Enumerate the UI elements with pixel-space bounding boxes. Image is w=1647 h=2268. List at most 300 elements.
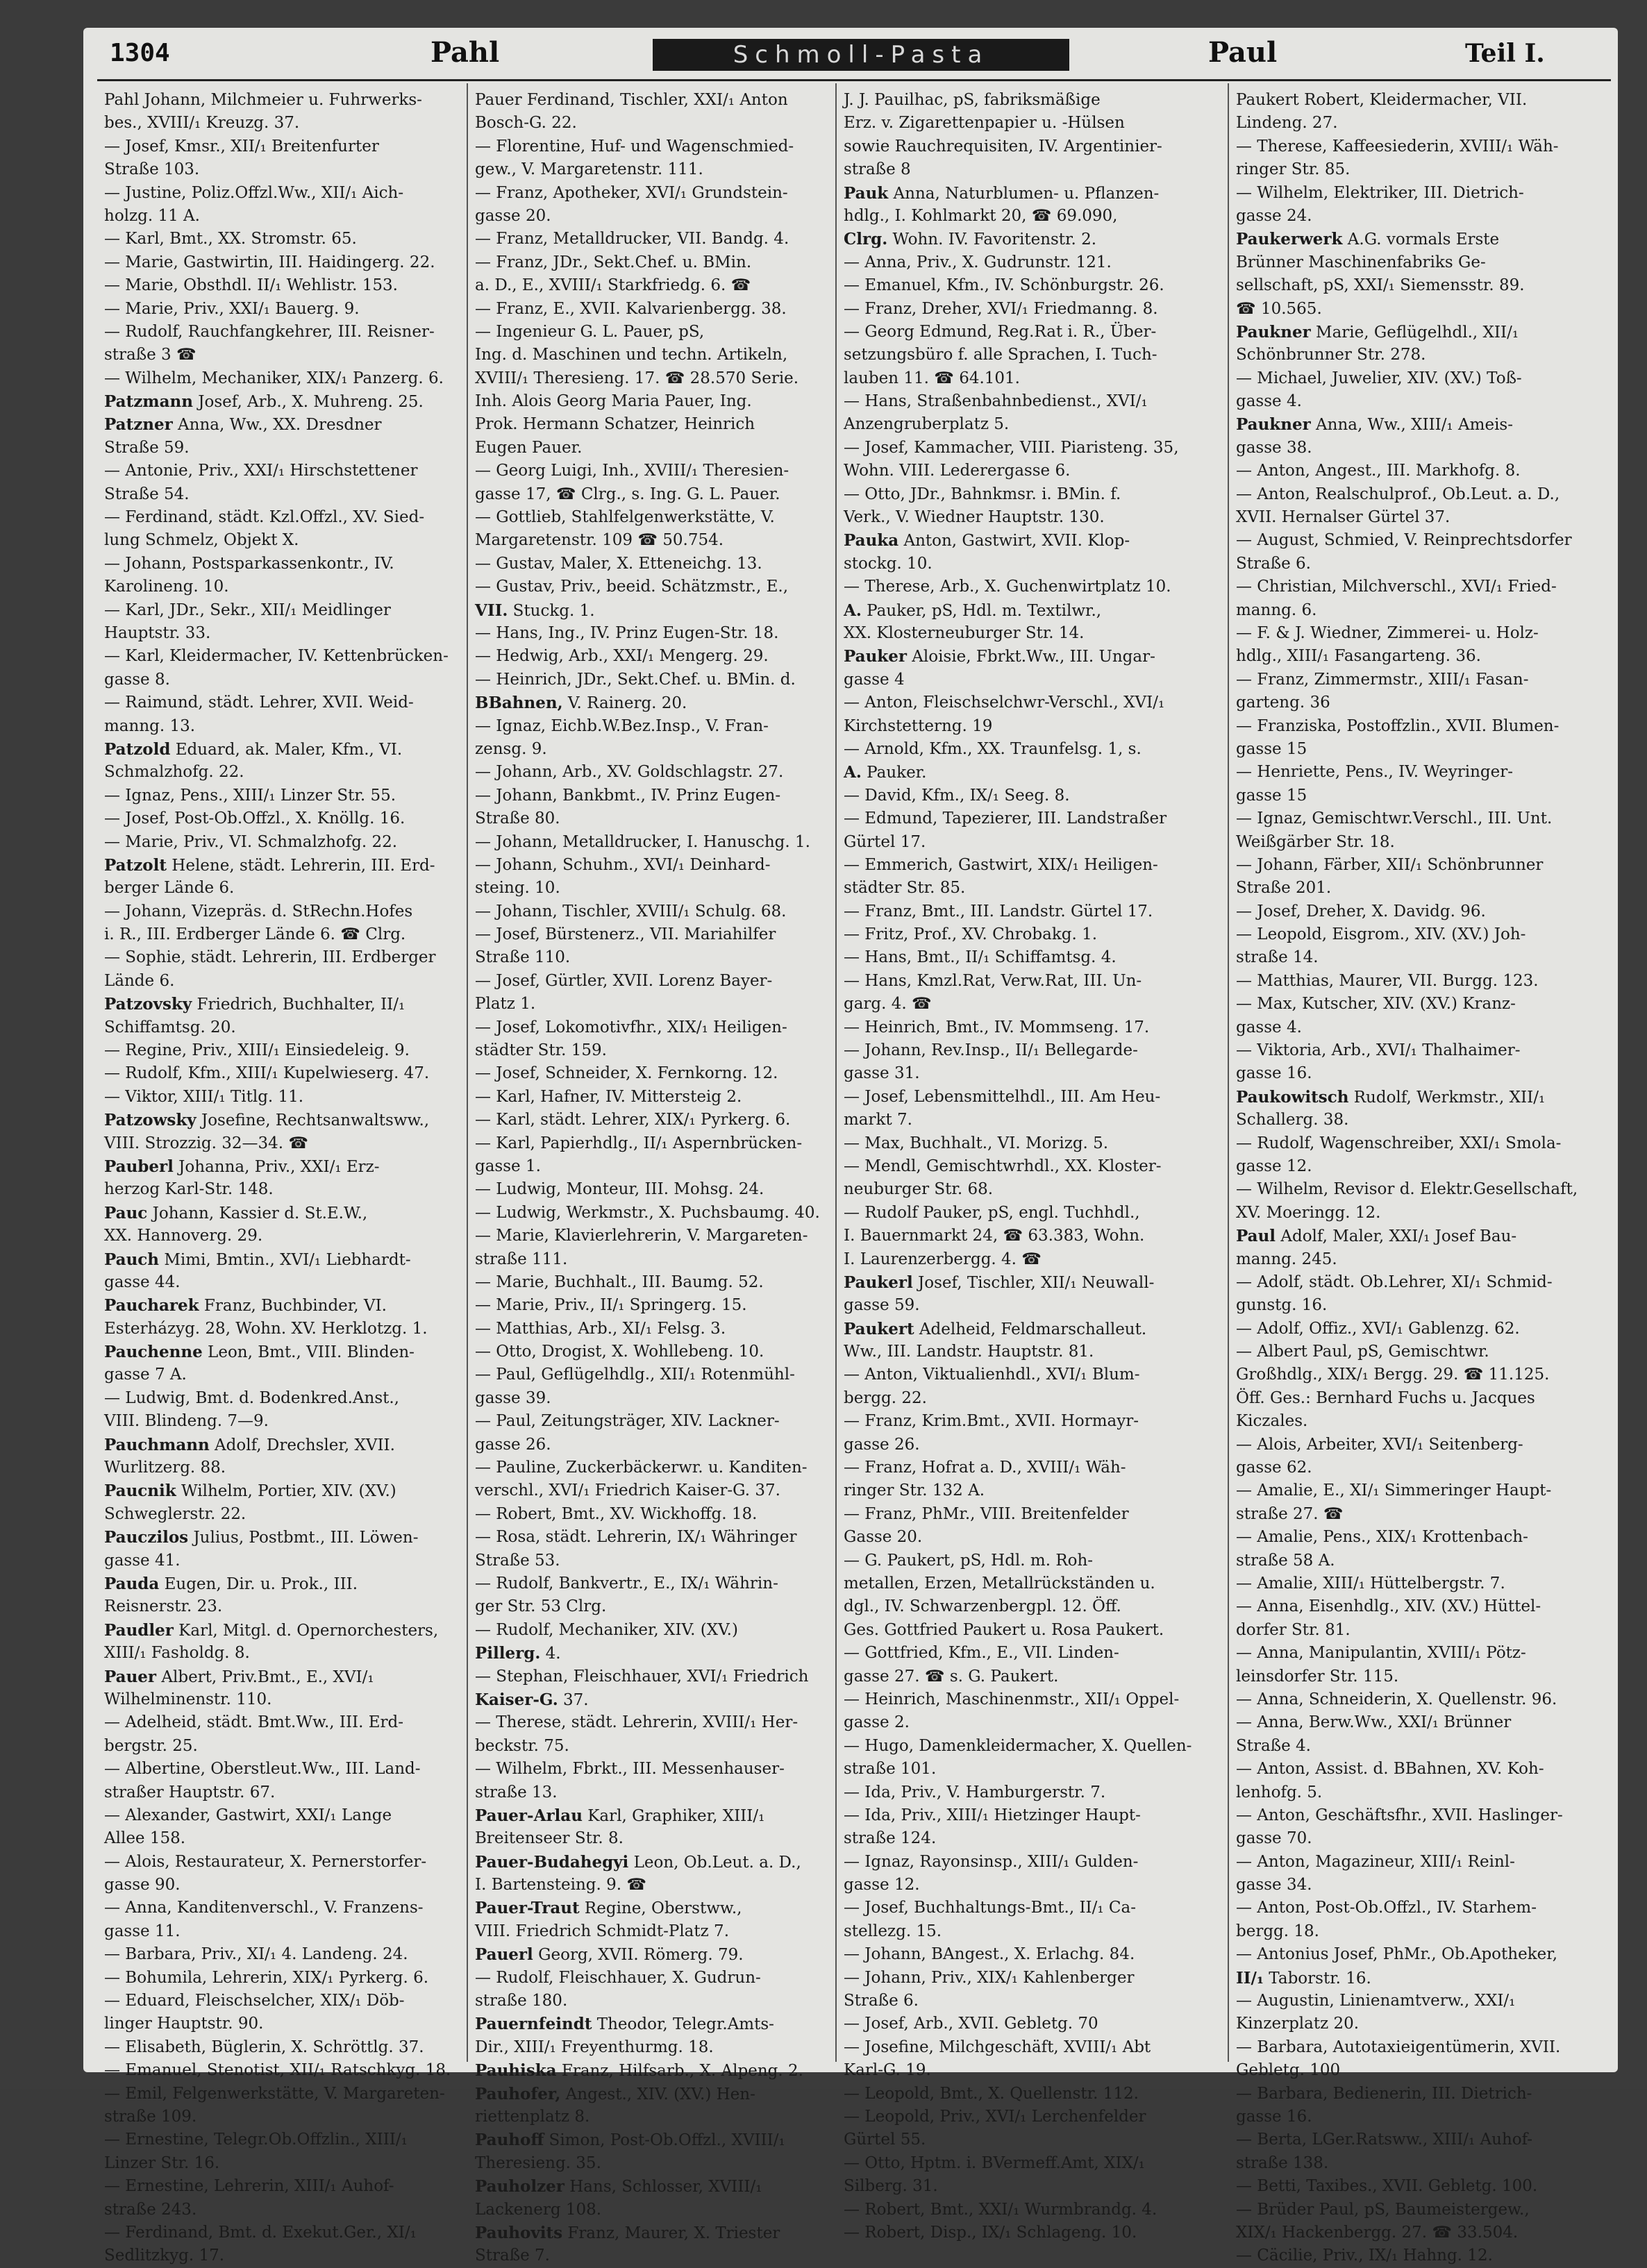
- directory-entry-line: Lackenerg 108.: [475, 2200, 602, 2219]
- directory-entry-line: Straße 110.: [475, 948, 571, 967]
- directory-entry-line: gasse 16.: [1236, 2107, 1312, 2126]
- directory-entry-line: gasse 41.: [104, 1551, 181, 1570]
- directory-entry-line: — Adolf, Offiz., XVI/₁ Gablenzg. 62.: [1236, 1319, 1520, 1338]
- directory-entry-line: — Alois, Restaurateur, X. Pernerstorfer-: [104, 1852, 427, 1871]
- directory-entry-line: lenhofg. 5.: [1236, 1783, 1323, 1801]
- directory-entry-line: garteng. 36: [1236, 694, 1330, 712]
- directory-entry-line: — Stephan, Fleischhauer, XVI/₁ Friedrich: [475, 1667, 809, 1686]
- directory-entry-line: — Rudolf, Rauchfangkehrer, III. Reisner-: [104, 322, 435, 341]
- directory-entry-line: I. Bartensteing. 9. ☎: [475, 1876, 647, 1895]
- directory-entry-line: manng. 245.: [1236, 1250, 1337, 1268]
- directory-entry-line: — Franz, Dreher, XVI/₁ Friedmanng. 8.: [844, 299, 1158, 318]
- directory-entry-line: dgl., IV. Schwarzenbergpl. 12. Öff.: [844, 1597, 1121, 1616]
- directory-entry-line: — Rudolf Pauker, pS, engl. Tuchhdl.,: [844, 1203, 1140, 1222]
- directory-entry-line: gasse 11.: [104, 1922, 181, 1940]
- directory-entry-line: Straße 7.: [475, 2246, 550, 2265]
- directory-entry-line: straße 243.: [104, 2200, 197, 2219]
- directory-entry-line: — Matthias, Maurer, VII. Burgg. 123.: [1236, 971, 1539, 990]
- directory-entry-line: Ww., III. Landstr. Hauptstr. 81.: [844, 1343, 1094, 1361]
- directory-entry-line: — Raimund, städt. Lehrer, XVII. Weid-: [104, 694, 414, 712]
- directory-entry-line: — Hans, Bmt., II/₁ Schiffamtsg. 4.: [844, 948, 1117, 967]
- directory-entry-line: Dir., XIII/₁ Freyenthurmg. 18.: [475, 2038, 714, 2056]
- directory-entry-line: straße 138.: [1236, 2153, 1329, 2172]
- directory-entry-line: manng. 13.: [104, 716, 196, 735]
- directory-column-4: [1236, 89, 1591, 2265]
- directory-entry-line: — Elisabeth, Büglerin, X. Schröttlg. 37.: [104, 2038, 424, 2056]
- directory-entry-line: — Arnold, Kfm., XX. Traunfelsg. 1, s.: [844, 739, 1142, 758]
- directory-entry-line: — Karl, Kleidermacher, IV. Kettenbrücken-: [104, 647, 449, 666]
- directory-entry-line: Pauk Anna, Naturblumen- u. Pflanzen-: [844, 183, 1160, 203]
- directory-entry-line: Inh. Alois Georg Maria Pauer, Ing.: [475, 392, 752, 411]
- directory-entry-line: ringer Str. 85.: [1236, 160, 1351, 179]
- directory-entry-line: — Max, Kutscher, XIV. (XV.) Kranz-: [1236, 995, 1516, 1014]
- directory-entry-line: — Anton, Magazineur, XIII/₁ Reinl-: [1236, 1852, 1515, 1871]
- directory-entry-line: Patzner Anna, Ww., XX. Dresdner: [104, 415, 382, 435]
- directory-entry-line: gew., V. Margaretenstr. 111.: [475, 160, 703, 179]
- directory-entry-line: a. D., E., XVIII/₁ Starkfriedg. 6. ☎: [475, 276, 751, 295]
- directory-entry-line: straße 180.: [475, 1992, 568, 2010]
- directory-entry-line: VII. Stuckg. 1.: [475, 600, 595, 620]
- directory-entry-line: Gürtel 17.: [844, 832, 926, 851]
- directory-entry-line: Linzer Str. 16.: [104, 2153, 220, 2172]
- directory-entry-line: Pahl Johann, Milchmeier u. Fuhrwerks-: [104, 91, 422, 109]
- directory-entry-line: — Bohumila, Lehrerin, XIX/₁ Pyrkerg. 6.: [104, 1968, 429, 1987]
- directory-entry-line: Öff. Ges.: Bernhard Fuchs u. Jacques: [1236, 1388, 1535, 1407]
- directory-entry-line: — Ernestine, Telegr.Ob.Offzlin., XIII/₁: [104, 2131, 408, 2149]
- directory-entry-line: gasse 2.: [844, 1713, 910, 1732]
- directory-entry-line: lauben 11. ☎ 64.101.: [844, 369, 1020, 387]
- directory-entry-line: — Karl, Papierhdlg., II/₁ Aspernbrücken-: [475, 1134, 803, 1152]
- directory-entry-line: Reisnerstr. 23.: [104, 1597, 223, 1616]
- directory-entry-line: Ing. d. Maschinen und techn. Artikeln,: [475, 346, 788, 364]
- directory-entry-line: straße 27. ☎: [1236, 1504, 1344, 1523]
- directory-entry-line: — Amalie, Pens., XIX/₁ Krottenbach-: [1236, 1528, 1528, 1547]
- directory-entry-line: dorfer Str. 81.: [1236, 1620, 1351, 1639]
- directory-entry-line: — Ludwig, Bmt. d. Bodenkred.Anst.,: [104, 1388, 399, 1407]
- column-divider: [1228, 83, 1229, 2062]
- directory-entry-line: — Ignaz, Gemischtwr.Verschl., III. Unt.: [1236, 809, 1553, 828]
- directory-entry-line: Patzowsky Josefine, Rechtsanwaltsww.,: [104, 1111, 430, 1130]
- directory-entry-line: Wurlitzerg. 88.: [104, 1459, 226, 1477]
- directory-entry-line: Paucnik Wilhelm, Portier, XIV. (XV.): [104, 1481, 396, 1501]
- directory-entry-line: bergg. 18.: [1236, 1922, 1319, 1940]
- directory-entry-line: — Franziska, Postoffzlin., XVII. Blumen-: [1236, 716, 1560, 735]
- directory-entry-line: Sedlitzkyg. 17.: [104, 2246, 225, 2265]
- directory-entry-line: verschl., XVI/₁ Friedrich Kaiser-G. 37.: [475, 1481, 780, 1500]
- directory-entry-line: riettenplatz 8.: [475, 2107, 590, 2126]
- directory-entry-line: — Emanuel, Stenotist, XII/₁ Ratschkyg. 18.: [104, 2061, 451, 2080]
- directory-entry-line: Breitenseer Str. 8.: [475, 1829, 624, 1848]
- directory-entry-line: — Edmund, Tapezierer, III. Landstraßer: [844, 809, 1167, 828]
- directory-entry-line: — Rudolf, Mechaniker, XIV. (XV.): [475, 1620, 738, 1639]
- directory-entry-line: Straße 53.: [475, 1551, 560, 1570]
- directory-entry-line: — Franz, Bmt., III. Landstr. Gürtel 17.: [844, 902, 1153, 921]
- section-label: Teil I.: [1465, 39, 1545, 68]
- directory-entry-line: gasse 34.: [1236, 1876, 1312, 1895]
- directory-entry-line: steing. 10.: [475, 879, 560, 898]
- directory-entry-line: — Hans, Straßenbahnbedienst., XVI/₁: [844, 392, 1148, 411]
- directory-entry-line: Pauer-Traut Regine, Oberstww.,: [475, 1899, 742, 1918]
- directory-entry-line: — Therese, Kaffeesiederin, XVIII/₁ Wäh-: [1236, 137, 1559, 156]
- directory-entry-line: Pauernfeindt Theodor, Telegr.Amts-: [475, 2015, 774, 2034]
- directory-entry-line: Verk., V. Wiedner Hauptstr. 130.: [844, 508, 1105, 527]
- directory-entry-line: Gasse 20.: [844, 1528, 923, 1547]
- directory-entry-line: — Otto, Hptm. i. BVermeff.Amt, XIX/₁: [844, 2153, 1145, 2172]
- directory-entry-line: — Franz, Hofrat a. D., XVIII/₁ Wäh-: [844, 1459, 1126, 1477]
- directory-entry-line: — Gustav, Priv., beeid. Schätzmstr., E.,: [475, 578, 789, 596]
- directory-entry-line: — Josef, Bürstenerz., VII. Mariahilfer: [475, 925, 776, 944]
- directory-entry-line: — Ignaz, Pens., XIII/₁ Linzer Str. 55.: [104, 786, 396, 805]
- directory-entry-line: — Viktor, XIII/₁ Titlg. 11.: [104, 1087, 304, 1106]
- directory-entry-line: Paukner Anna, Ww., XIII/₁ Ameis-: [1236, 415, 1514, 435]
- directory-entry-line: — Leopold, Priv., XVI/₁ Lerchenfelder: [844, 2107, 1146, 2126]
- directory-entry-line: — Albert Paul, pS, Gemischtwr.: [1236, 1343, 1489, 1361]
- directory-entry-line: — Josef, Dreher, X. Davidg. 96.: [1236, 902, 1486, 921]
- directory-entry-line: II/₁ Taborstr. 16.: [1236, 1968, 1371, 1988]
- directory-entry-line: — Josef, Buchhaltungs-Bmt., II/₁ Ca-: [844, 1899, 1136, 1917]
- directory-entry-line: — Robert, Bmt., XXI/₁ Wurmbrandg. 4.: [844, 2200, 1157, 2219]
- directory-entry-line: — Johann, Vizepräs. d. StRechn.Hofes: [104, 902, 413, 921]
- directory-entry-line: Karl-G. 19.: [844, 2061, 931, 2080]
- directory-entry-line: — Ferdinand, Bmt. d. Exekut.Ger., XI/₁: [104, 2223, 417, 2242]
- directory-entry-line: gasse 4.: [1236, 1018, 1302, 1036]
- directory-entry-line: XIII/₁ Fasholdg. 8.: [104, 1644, 250, 1663]
- directory-entry-line: städter Str. 85.: [844, 879, 966, 898]
- directory-entry-line: Pauholzer Hans, Schlosser, XVIII/₁: [475, 2177, 762, 2196]
- directory-entry-line: Kirchstetterng. 19: [844, 716, 993, 735]
- directory-entry-line: Pauchmann Adolf, Drechsler, XVII.: [104, 1435, 395, 1454]
- directory-entry-line: — Anton, Realschulprof., Ob.Leut. a. D.,: [1236, 485, 1560, 503]
- directory-entry-line: Paukerwerk A.G. vormals Erste: [1236, 230, 1500, 249]
- directory-entry-line: — Johann, Postsparkassenkontr., IV.: [104, 554, 394, 573]
- directory-entry-line: XVII. Hernalser Gürtel 37.: [1236, 508, 1450, 527]
- directory-entry-line: VIII. Strozzig. 32—34. ☎: [104, 1134, 309, 1152]
- directory-entry-line: berger Lände 6.: [104, 879, 235, 898]
- directory-entry-line: straße 13.: [475, 1783, 558, 1801]
- directory-entry-line: — Antonie, Priv., XXI/₁ Hirschstettener: [104, 462, 418, 480]
- directory-entry-line: — Georg Edmund, Reg.Rat i. R., Über-: [844, 322, 1157, 341]
- directory-entry-line: Lindeng. 27.: [1236, 114, 1338, 133]
- directory-entry-line: Schweglerstr. 22.: [104, 1504, 246, 1523]
- directory-entry-line: manng. 6.: [1236, 600, 1317, 619]
- directory-entry-line: Paudler Karl, Mitgl. d. Opernorchesters,: [104, 1620, 439, 1640]
- directory-entry-line: — Amalie, E., XI/₁ Simmeringer Haupt-: [1236, 1481, 1552, 1500]
- directory-entry-line: Patzold Eduard, ak. Maler, Kfm., VI.: [104, 739, 403, 759]
- directory-entry-line: — August, Schmied, V. Reinprechtsdorfer: [1236, 531, 1572, 550]
- directory-entry-line: — Marie, Priv., II/₁ Springerg. 15.: [475, 1296, 747, 1315]
- directory-entry-line: — Emil, Felgenwerkstätte, V. Margareten-: [104, 2084, 445, 2103]
- directory-entry-line: Pauberl Johanna, Priv., XXI/₁ Erz-: [104, 1157, 380, 1176]
- directory-entry-line: Paukner Marie, Geflügelhdl., XII/₁: [1236, 322, 1519, 342]
- directory-entry-line: Pauchenne Leon, Bmt., VIII. Blinden-: [104, 1343, 415, 1362]
- directory-entry-line: Schiffamtsg. 20.: [104, 1018, 236, 1036]
- directory-entry-line: — Therese, städt. Lehrerin, XVIII/₁ Her-: [475, 1713, 799, 1732]
- directory-entry-line: A. Pauker, pS, Hdl. m. Textilwr.,: [844, 600, 1102, 620]
- directory-entry-line: Weißgärber Str. 18.: [1236, 832, 1395, 851]
- directory-entry-line: VIII. Blindeng. 7—9.: [104, 1412, 269, 1431]
- directory-entry-line: — Anna, Berw.Ww., XXI/₁ Brünner: [1236, 1713, 1512, 1732]
- directory-entry-line: — Ferdinand, städt. Kzl.Offzl., XV. Sied-: [104, 508, 425, 527]
- directory-entry-line: Pauc Johann, Kassier d. St.E.W.,: [104, 1203, 368, 1223]
- directory-entry-line: Paul Adolf, Maler, XXI/₁ Josef Bau-: [1236, 1227, 1517, 1246]
- directory-entry-line: — Anton, Assist. d. BBahnen, XV. Koh-: [1236, 1760, 1544, 1779]
- directory-entry-line: — Karl, Bmt., XX. Stromstr. 65.: [104, 230, 357, 249]
- directory-entry-line: — Franz, JDr., Sekt.Chef. u. BMin.: [475, 253, 752, 271]
- directory-entry-line: straße 8: [844, 160, 911, 179]
- directory-entry-line: — Ida, Priv., XIII/₁ Hietzinger Haupt-: [844, 1806, 1141, 1824]
- directory-entry-line: — Josefine, Milchgeschäft, XVIII/₁ Abt: [844, 2038, 1151, 2056]
- directory-entry-line: — Josef, Schneider, X. Fernkorng. 12.: [475, 1064, 778, 1083]
- directory-entry-line: — Hedwig, Arb., XXI/₁ Mengerg. 29.: [475, 647, 769, 666]
- directory-entry-line: gasse 26.: [844, 1435, 920, 1454]
- directory-entry-line: — Karl, Hafner, IV. Mittersteig 2.: [475, 1087, 742, 1106]
- directory-entry-line: — Pauline, Zuckerbäckerwr. u. Kanditen-: [475, 1459, 808, 1477]
- directory-entry-line: Allee 158.: [104, 1829, 186, 1848]
- directory-entry-line: — Paul, Geflügelhdlg., XII/₁ Rotenmühl-: [475, 1366, 795, 1384]
- directory-entry-line: — Leopold, Eisgrom., XIV. (XV.) Joh-: [1236, 925, 1526, 944]
- directory-entry-line: gasse 27. ☎ s. G. Paukert.: [844, 1667, 1059, 1686]
- directory-entry-line: Paukert Adelheid, Feldmarschalleut.: [844, 1319, 1147, 1338]
- directory-column-3: [844, 89, 1199, 2242]
- directory-entry-line: XX. Klosterneuburger Str. 14.: [844, 623, 1085, 642]
- directory-entry-line: gasse 31.: [844, 1064, 920, 1083]
- directory-entry-line: Gürtel 55.: [844, 2131, 926, 2149]
- directory-entry-line: gasse 15: [1236, 786, 1307, 805]
- directory-entry-line: XVIII/₁ Theresieng. 17. ☎ 28.570 Serie.: [475, 369, 799, 387]
- directory-entry-line: A. Pauker.: [844, 763, 927, 782]
- directory-entry-line: Schönbrunner Str. 278.: [1236, 346, 1426, 364]
- directory-entry-line: gasse 62.: [1236, 1459, 1312, 1477]
- directory-entry-line: — Josef, Lebensmittelhdl., III. Am Heu-: [844, 1087, 1161, 1106]
- directory-entry-line: gasse 70.: [1236, 1829, 1312, 1848]
- directory-column-1: [104, 89, 460, 2265]
- directory-entry-line: XIX/₁ Hackenbergg. 27. ☎ 33.504.: [1236, 2223, 1519, 2242]
- directory-entry-line: gasse 16.: [1236, 1064, 1312, 1083]
- directory-entry-line: — Georg Luigi, Inh., XVIII/₁ Theresien-: [475, 462, 789, 480]
- directory-entry-line: Paukerl Josef, Tischler, XII/₁ Neuwall-: [844, 1272, 1155, 1292]
- directory-entry-line: Schallerg. 38.: [1236, 1111, 1349, 1129]
- directory-entry-line: — Eduard, Fleischselcher, XIX/₁ Döb-: [104, 1992, 405, 2010]
- directory-entry-line: ☎ 10.565.: [1236, 299, 1322, 318]
- directory-entry-line: XV. Moeringg. 12.: [1236, 1203, 1381, 1222]
- directory-entry-line: — Josef, Arb., XVII. Gebletg. 70: [844, 2015, 1098, 2033]
- directory-entry-line: leinsdorfer Str. 115.: [1236, 1667, 1399, 1686]
- directory-entry-line: zensg. 9.: [475, 739, 547, 758]
- directory-entry-line: hdlg., I. Kohlmarkt 20, ☎ 69.090,: [844, 206, 1118, 225]
- directory-entry-line: Ges. Gottfried Paukert u. Rosa Paukert.: [844, 1620, 1164, 1639]
- directory-entry-line: — Alois, Arbeiter, XVI/₁ Seitenberg-: [1236, 1435, 1523, 1454]
- directory-entry-line: — Michael, Juwelier, XIV. (XV.) Toß-: [1236, 369, 1522, 387]
- directory-entry-line: — Josef, Post-Ob.Offzl., X. Knöllg. 16.: [104, 809, 406, 828]
- directory-entry-line: — Otto, Drogist, X. Wohllebeng. 10.: [475, 1343, 764, 1361]
- guide-word-left: Pahl: [430, 36, 500, 69]
- directory-entry-line: straßer Hauptstr. 67.: [104, 1783, 276, 1801]
- directory-entry-line: straße 111.: [475, 1250, 568, 1268]
- directory-entry-line: Patzovsky Friedrich, Buchhalter, II/₁: [104, 995, 406, 1014]
- directory-entry-line: Hauptstr. 33.: [104, 623, 211, 642]
- directory-entry-line: Straße 6.: [1236, 554, 1311, 573]
- directory-entry-line: — Anton, Fleischselchwr-Verschl., XVI/₁: [844, 694, 1165, 712]
- directory-entry-line: — Justine, Poliz.Offzl.Ww., XII/₁ Aich-: [104, 183, 404, 202]
- directory-entry-line: — Josef, Kmsr., XII/₁ Breitenfurter: [104, 137, 379, 156]
- directory-entry-line: — Leopold, Bmt., X. Quellenstr. 112.: [844, 2084, 1139, 2103]
- directory-entry-line: — Sophie, städt. Lehrerin, III. Erdberger: [104, 948, 436, 967]
- directory-entry-line: Erz. v. Zigarettenpapier u. -Hülsen: [844, 114, 1125, 133]
- directory-entry-line: — Johann, BAngest., X. Erlachg. 84.: [844, 1945, 1135, 1964]
- directory-entry-line: Pauer Ferdinand, Tischler, XXI/₁ Anton: [475, 91, 788, 109]
- directory-entry-line: metallen, Erzen, Metallrückständen u.: [844, 1574, 1155, 1593]
- directory-entry-line: — Matthias, Arb., XI/₁ Felsg. 3.: [475, 1319, 726, 1338]
- directory-entry-line: — Robert, Disp., IX/₁ Schlageng. 10.: [844, 2223, 1137, 2242]
- directory-entry-line: bes., XVIII/₁ Kreuzg. 37.: [104, 114, 300, 133]
- directory-entry-line: — Otto, JDr., Bahnkmsr. i. BMin. f.: [844, 485, 1121, 503]
- directory-entry-line: straße 58 A.: [1236, 1551, 1335, 1570]
- directory-entry-line: gasse 90.: [104, 1876, 181, 1895]
- directory-entry-line: — Rudolf, Fleischhauer, X. Gudrun-: [475, 1968, 761, 1987]
- directory-entry-line: Straße 54.: [104, 485, 190, 503]
- directory-entry-line: — Anton, Angest., III. Markhofg. 8.: [1236, 462, 1521, 480]
- directory-entry-line: holzg. 11 A.: [104, 206, 200, 225]
- directory-entry-line: Paukowitsch Rudolf, Werkmstr., XII/₁: [1236, 1087, 1546, 1107]
- directory-entry-line: Pauch Mimi, Bmtin., XVI/₁ Liebhardt-: [104, 1250, 411, 1269]
- directory-entry-line: — Marie, Priv., XXI/₁ Bauerg. 9.: [104, 299, 360, 318]
- directory-entry-line: Pauhoff Simon, Post-Ob.Offzl., XVIII/₁: [475, 2131, 785, 2150]
- directory-entry-line: — Wilhelm, Fbrkt., III. Messenhauser-: [475, 1760, 785, 1779]
- directory-entry-line: — Heinrich, Maschinenmstr., XII/₁ Oppel-: [844, 1690, 1180, 1708]
- directory-entry-line: I. Laurenzerbergg. 4. ☎: [844, 1250, 1042, 1268]
- directory-entry-line: — Barbara, Priv., XI/₁ 4. Landeng. 24.: [104, 1945, 408, 1964]
- directory-entry-line: straße 101.: [844, 1760, 937, 1779]
- directory-entry-line: sellschaft, pS, XXI/₁ Siemensstr. 89.: [1236, 276, 1525, 295]
- advertisement-banner: Schmoll-Pasta: [653, 39, 1069, 71]
- directory-entry-line: Pillerg. 4.: [475, 1644, 561, 1663]
- guide-word-right: Paul: [1208, 36, 1278, 69]
- directory-entry-line: Clrg. Wohn. IV. Favoritenstr. 2.: [844, 230, 1097, 249]
- directory-entry-line: Straße 103.: [104, 160, 200, 179]
- directory-entry-line: gasse 17, ☎ Clrg., s. Ing. G. L. Pauer.: [475, 485, 780, 503]
- directory-entry-line: — Regine, Priv., XIII/₁ Einsiedeleig. 9.: [104, 1041, 410, 1060]
- directory-entry-line: bergg. 22.: [844, 1388, 927, 1407]
- directory-entry-line: gunstg. 16.: [1236, 1296, 1328, 1315]
- directory-entry-line: Wilhelminenstr. 110.: [104, 1690, 272, 1708]
- directory-entry-line: — Anton, Viktualienhdl., XVI/₁ Blum-: [844, 1366, 1140, 1384]
- directory-entry-line: — G. Paukert, pS, Hdl. m. Roh-: [844, 1551, 1094, 1570]
- directory-entry-line: Silberg. 31.: [844, 2177, 938, 2196]
- directory-entry-line: lung Schmelz, Objekt X.: [104, 531, 299, 550]
- directory-entry-line: — Ernestine, Lehrerin, XIII/₁ Auhof-: [104, 2177, 394, 2196]
- directory-entry-line: — Brüder Paul, pS, Baumeistergew.,: [1236, 2200, 1530, 2219]
- directory-entry-line: Brünner Maschinenfabriks Ge-: [1236, 253, 1486, 271]
- directory-entry-line: Theresieng. 35.: [475, 2153, 601, 2172]
- directory-entry-line: gasse 39.: [475, 1388, 551, 1407]
- directory-entry-line: — Ludwig, Monteur, III. Mohsg. 24.: [475, 1180, 764, 1199]
- header-rule: [97, 79, 1611, 81]
- directory-entry-line: — Ingenieur G. L. Pauer, pS,: [475, 322, 705, 341]
- directory-entry-line: — Josef, Kammacher, VIII. Piaristeng. 35,: [844, 438, 1179, 457]
- directory-entry-line: — Hans, Kmzl.Rat, Verw.Rat, III. Un-: [844, 971, 1142, 990]
- directory-entry-line: Paukert Robert, Kleidermacher, VII.: [1236, 91, 1528, 109]
- directory-entry-line: — Marie, Obsthdl. II/₁ Wehlistr. 153.: [104, 276, 398, 295]
- directory-entry-line: neuburger Str. 68.: [844, 1180, 994, 1199]
- directory-entry-line: straße 14.: [1236, 948, 1319, 967]
- directory-entry-line: beckstr. 75.: [475, 1736, 569, 1755]
- directory-entry-line: — Amalie, XIII/₁ Hüttelbergstr. 7.: [1236, 1574, 1505, 1593]
- directory-entry-line: Straße 59.: [104, 438, 190, 457]
- directory-entry-line: Pauczilos Julius, Postbmt., III. Löwen-: [104, 1528, 419, 1547]
- directory-entry-line: straße 124.: [844, 1829, 937, 1848]
- directory-entry-line: — Emmerich, Gastwirt, XIX/₁ Heiligen-: [844, 855, 1158, 874]
- directory-entry-line: straße 109.: [104, 2107, 197, 2126]
- directory-entry-line: ringer Str. 132 A.: [844, 1481, 985, 1500]
- directory-entry-line: — Gustav, Maler, X. Etteneichg. 13.: [475, 554, 762, 573]
- directory-entry-line: gasse 4.: [1236, 392, 1302, 411]
- directory-entry-line: — Florentine, Huf- und Wagenschmied-: [475, 137, 794, 156]
- directory-entry-line: — Ida, Priv., V. Hamburgerstr. 7.: [844, 1783, 1106, 1801]
- directory-entry-line: — Johann, Metalldrucker, I. Hanuschg. 1.: [475, 832, 810, 851]
- directory-entry-line: — Josef, Lokomotivfhr., XIX/₁ Heiligen-: [475, 1018, 787, 1036]
- directory-entry-line: J. J. Pauilhac, pS, fabriksmäßige: [844, 91, 1101, 109]
- directory-entry-line: — Heinrich, Bmt., IV. Mommseng. 17.: [844, 1018, 1150, 1036]
- directory-entry-line: — Cäcilie, Priv., IX/₁ Hahng. 12.: [1236, 2246, 1493, 2265]
- directory-entry-line: Esterházyg. 28, Wohn. XV. Herklotzg. 1.: [104, 1319, 428, 1338]
- directory-entry-line: Lände 6.: [104, 971, 175, 990]
- directory-entry-line: — Barbara, Autotaxieigentümerin, XVII.: [1236, 2038, 1561, 2056]
- directory-entry-line: — Viktoria, Arb., XVI/₁ Thalhaimer-: [1236, 1041, 1521, 1060]
- directory-entry-line: — Johann, Färber, XII/₁ Schönbrunner: [1236, 855, 1544, 874]
- directory-entry-line: Straße 6.: [844, 1992, 919, 2010]
- directory-entry-line: Kinzerplatz 20.: [1236, 2015, 1360, 2033]
- directory-entry-line: — Rudolf, Kfm., XIII/₁ Kupelwieserg. 47.: [104, 1064, 430, 1083]
- directory-entry-line: — Rudolf, Bankvertr., E., IX/₁ Währin-: [475, 1574, 778, 1593]
- directory-entry-line: — Barbara, Bedienerin, III. Dietrich-: [1236, 2084, 1532, 2103]
- directory-entry-line: — Karl, städt. Lehrer, XIX/₁ Pyrkerg. 6.: [475, 1111, 791, 1129]
- directory-entry-line: Patzolt Helene, städt. Lehrerin, III. Erd-: [104, 855, 435, 875]
- directory-entry-line: Pauhovits Franz, Maurer, X. Triester: [475, 2223, 780, 2242]
- directory-entry-line: gasse 26.: [475, 1435, 551, 1454]
- directory-entry-line: Platz 1.: [475, 995, 536, 1014]
- directory-entry-line: — F. & J. Wiedner, Zimmerei- u. Holz-: [1236, 623, 1539, 642]
- directory-entry-line: — Mendl, Gemischtwrhdl., XX. Kloster-: [844, 1157, 1162, 1175]
- directory-entry-line: hdlg., XIII/₁ Fasangarteng. 36.: [1236, 647, 1481, 666]
- directory-entry-line: Bosch-G. 22.: [475, 114, 577, 133]
- directory-entry-line: — Berta, LGer.Ratsww., XIII/₁ Auhof-: [1236, 2131, 1533, 2149]
- directory-entry-line: — Hugo, Damenkleidermacher, X. Quellen-: [844, 1736, 1192, 1755]
- directory-entry-line: — Anton, Geschäftsfhr., XVII. Haslinger-: [1236, 1806, 1563, 1824]
- directory-entry-line: — Robert, Bmt., XV. Wickhoffg. 18.: [475, 1504, 758, 1523]
- page-number: 1304: [110, 39, 170, 67]
- directory-entry-line: — Marie, Gastwirtin, III. Haidingerg. 22.: [104, 253, 435, 271]
- directory-entry-line: — Ignaz, Eichb.W.Bez.Insp., V. Fran-: [475, 716, 769, 735]
- directory-entry-line: Pauhofer, Angest., XIV. (XV.) Hen-: [475, 2084, 755, 2103]
- directory-entry-line: gasse 15: [1236, 739, 1307, 758]
- directory-entry-line: — Alexander, Gastwirt, XXI/₁ Lange: [104, 1806, 392, 1824]
- directory-entry-line: gasse 20.: [475, 206, 551, 225]
- directory-entry-line: — Gottfried, Kfm., E., VII. Linden-: [844, 1644, 1119, 1663]
- directory-entry-line: setzungsbüro f. alle Sprachen, I. Tuch-: [844, 346, 1157, 364]
- directory-column-2: [475, 89, 830, 2265]
- directory-entry-line: Kiczales.: [1236, 1412, 1308, 1431]
- directory-entry-line: — Adelheid, städt. Bmt.Ww., III. Erd-: [104, 1713, 404, 1732]
- directory-entry-line: — Johann, Bankbmt., IV. Prinz Eugen-: [475, 786, 781, 805]
- directory-entry-line: — Franz, E., XVII. Kalvarienbergg. 38.: [475, 299, 787, 318]
- directory-entry-line: — Rosa, städt. Lehrerin, IX/₁ Währinger: [475, 1528, 797, 1547]
- directory-entry-line: Schmalzhofg. 22.: [104, 763, 244, 782]
- directory-entry-line: Karolineng. 10.: [104, 578, 229, 596]
- directory-entry-line: Patzmann Josef, Arb., X. Muhreng. 25.: [104, 392, 424, 412]
- directory-entry-line: bergstr. 25.: [104, 1736, 198, 1755]
- directory-entry-line: — Heinrich, JDr., Sekt.Chef. u. BMin. d.: [475, 670, 796, 689]
- directory-entry-line: — Rudolf, Wagenschreiber, XXI/₁ Smola-: [1236, 1134, 1562, 1152]
